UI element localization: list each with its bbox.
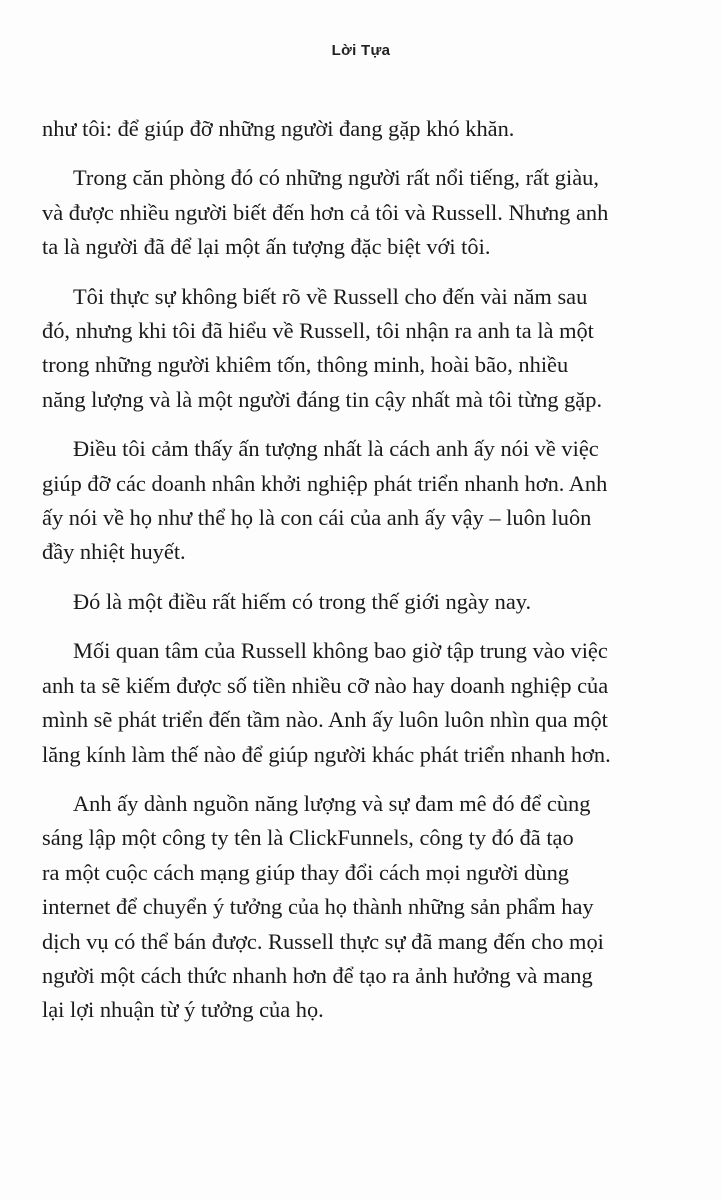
text-line: Đó là một điều rất hiếm có trong thế giới ngày nay. [73,588,532,614]
paragraph-5 [42,585,690,619]
text-line: ra một cuộc cách mạng giúp thay đổi cách mọi người dùng [42,859,569,885]
text-line: như tôi: để giúp đỡ những người đang gặp khó khăn. [42,116,515,141]
text-line: Anh ấy dành nguồn năng lượng và sự đam mê đó để cùng [73,790,591,816]
paragraph-2 [42,161,690,264]
text-line: năng lượng và là một người đáng tin cậy nhất mà tôi từng gặp. [42,386,603,412]
running-header-title: Lời Tựa [331,42,391,59]
text-line: Mối quan tâm của Russell không bao giờ tập trung vào việc [73,638,608,664]
text-line: internet để chuyển ý tưởng của họ thành những sản phẩm hay [42,894,594,920]
text-line: đó, nhưng khi tôi đã hiểu về Russell, tôi nhận ra anh ta là một [42,318,594,344]
text-line: và được nhiều người biết đến hơn cả tôi và Russell. Nhưng anh [42,199,609,225]
body-text [42,112,690,1043]
text-line: mình sẽ phát triển đến tầm nào. Anh ấy luôn luôn nhìn qua một [42,707,608,733]
paragraph-7 [42,787,690,1028]
paragraph-1 [42,112,690,146]
text-line: ta là người đã để lại một ấn tượng đặc biệt với tôi. [42,234,491,260]
text-line: dịch vụ có thể bán được. Russell thực sự đã mang đến cho mọi [42,928,604,954]
text-line: sáng lập một công ty tên là ClickFunnels, công ty đó đã tạo [42,825,574,851]
text-line: lăng kính làm thế nào để giúp người khác phát triển nhanh hơn. [42,741,611,767]
text-line: giúp đỡ các doanh nhân khởi nghiệp phát triển nhanh hơn. Anh [42,470,608,496]
text-line: lại lợi nhuận từ ý tưởng của họ. [42,997,324,1023]
text-line: ấy nói về họ như thể họ là con cái của anh ấy vậy – luôn luôn [42,505,592,531]
text-line: đầy nhiệt huyết. [42,539,186,565]
text-line: Tôi thực sự không biết rõ về Russell cho đến vài năm sau [73,283,588,309]
text-line: Điều tôi cảm thấy ấn tượng nhất là cách anh ấy nói về việc [73,436,599,462]
paragraph-3 [42,280,690,418]
text-line: trong những người khiêm tốn, thông minh, hoài bão, nhiều [42,352,569,378]
text-line: Trong căn phòng đó có những người rất nổi tiếng, rất giàu, [73,165,599,191]
paragraph-4 [42,432,690,570]
text-line: anh ta sẽ kiếm được số tiền nhiều cỡ nào hay doanh nghiệp của [42,672,609,698]
paragraph-6 [42,634,690,772]
text-line: người một cách thức nhanh hơn để tạo ra ảnh hưởng và mang [42,962,593,988]
